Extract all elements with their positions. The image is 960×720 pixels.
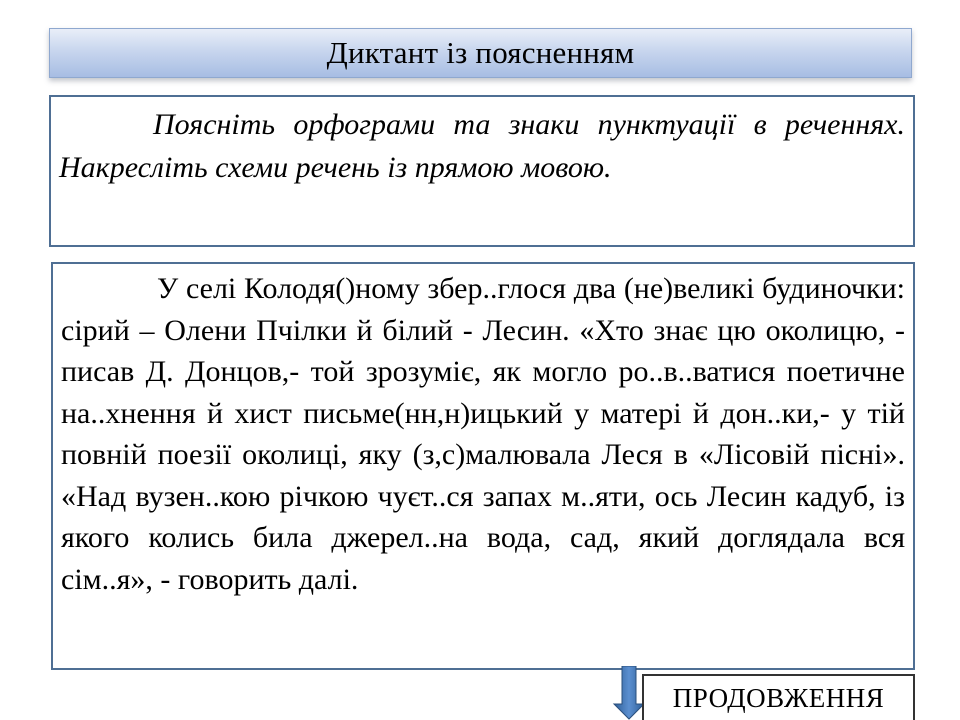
task-box	[49, 95, 915, 247]
dictation-text-box	[51, 262, 915, 670]
slide-title: Диктант із поясненням	[326, 35, 635, 70]
dictation-text: У селі Колодя()ному збер..глося два (не)великі будиночки: сірий – Олени Пчілки й білий - Лесин. «Хто знає цю околицю, - писав Д. Донцов,- той зрозуміє, як могло ро..в..ватися поетичне на..хнення й хист письме(нн,н)ицький у матері й дон..ки,- у тій повній поезії околиці, яку (з,с)малювала Леся в «Лісовій пісні». «Над вузен..кою річкою чуєт..ся запах м..яти, ось Лесин кадуб, із якого колись била джерел..на вода, сад, який доглядала вся сім..я», - говорить далі.	[61, 272, 905, 596]
arrow-down-icon	[612, 666, 646, 720]
slide-title-bar	[49, 28, 912, 78]
continue-label: ПРОДОВЖЕННЯ	[672, 682, 885, 713]
continue-button[interactable]	[642, 674, 915, 720]
task-text: Поясніть орфограми та знаки пунктуації в реченнях. Накресліть схеми речень із прямою мовою.	[59, 108, 905, 184]
